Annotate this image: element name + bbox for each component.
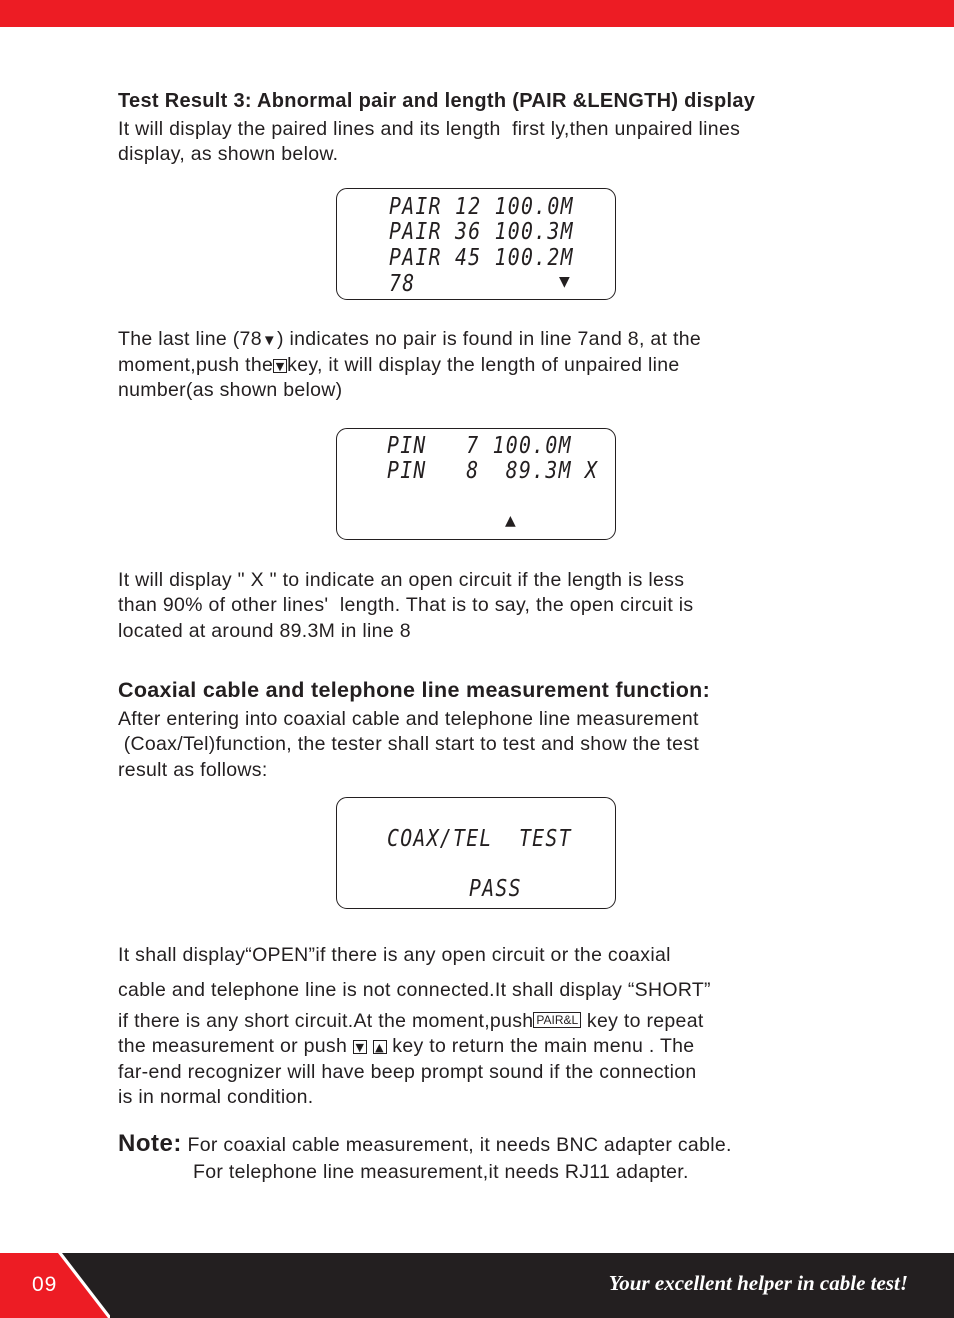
lcd-display-pair-length — [336, 188, 616, 300]
para3-line-2: than 90% of other lines' length. That is to say, the open circuit is — [118, 594, 694, 616]
top-accent-bar — [0, 0, 954, 27]
text-span: key to return the main menu . The — [386, 1035, 695, 1057]
para4-line-3 — [118, 1009, 704, 1035]
lcd-line: PAIR 36 100.3M — [389, 219, 574, 245]
note-line-1 — [118, 1131, 732, 1159]
para2-line-3: number(as shown below) — [118, 379, 343, 401]
coax-line-2: (Coax/Tel)function, the tester shall start to test and show the test — [118, 733, 700, 755]
lcd-line: PIN 7 100.0M — [387, 433, 572, 459]
para4-line-6: is in normal condition. — [118, 1086, 314, 1108]
down-arrow-icon: ▼ — [559, 274, 570, 290]
lcd-line: PIN 8 89.3M X — [387, 458, 599, 484]
lcd-line: PASS — [469, 876, 522, 902]
lcd-line: 78 — [389, 271, 416, 297]
para4-line-1: It shall display“OPEN”if there is any open circuit or the coaxial — [118, 944, 671, 966]
footer-bar — [0, 1253, 954, 1318]
text-span: ) indicates no pair is found in line 7and 8, at the — [277, 328, 701, 350]
text-span: the measurement or push — [118, 1035, 348, 1057]
text-span: key, it will display the length of unpaired line — [287, 354, 680, 376]
lcd-line: PAIR 12 100.0M — [389, 194, 574, 220]
down-key-icon: ▼ — [353, 1040, 367, 1054]
lcd-line: PAIR 45 100.2M — [389, 245, 574, 271]
text-span: if there is any short circuit.At the moment,push — [118, 1010, 534, 1032]
para3-line-3: located at around 89.3M in line 8 — [118, 620, 411, 642]
para2-line-1 — [118, 327, 701, 354]
note-line-2: For telephone line measurement,it needs RJ11 adapter. — [193, 1161, 689, 1183]
up-key-icon: ▲ — [373, 1040, 387, 1054]
section-heading-coaxial: Coaxial cable and telephone line measurement function: — [118, 678, 711, 702]
intro-line-1: It will display the paired lines and its length first ly,then unpaired lines — [118, 118, 741, 140]
text-span: key to repeat — [581, 1010, 704, 1032]
section-heading-test-result-3: Test Result 3: Abnormal pair and length (PAIR &LENGTH) display — [118, 90, 756, 112]
para3-line-1: It will display " X " to indicate an open circuit if the length is less — [118, 569, 685, 591]
para2-line-2 — [118, 353, 680, 379]
text-span: The last line (78 — [118, 328, 262, 350]
down-key-icon: ▼ — [273, 359, 287, 373]
up-arrow-icon: ▲ — [505, 513, 516, 529]
lcd-display-coax-tel — [336, 797, 616, 909]
page-number: 09 — [32, 1273, 58, 1296]
coax-line-3: result as follows: — [118, 759, 268, 781]
para4-line-5: far-end recognizer will have beep prompt sound if the connection — [118, 1061, 697, 1083]
text-span: moment,push the — [118, 354, 274, 376]
para4-line-4 — [118, 1034, 694, 1060]
down-arrow-icon: ▼ — [261, 332, 277, 349]
pair-length-key-label: PAIR&L — [533, 1012, 581, 1028]
text-span: For coaxial cable measurement, it needs BNC adapter cable. — [187, 1134, 732, 1156]
para4-line-2: cable and telephone line is not connected.It shall display “SHORT” — [118, 979, 711, 1001]
footer-tagline: Your excellent helper in cable test! — [608, 1271, 908, 1295]
note-label: Note: — [118, 1130, 182, 1157]
lcd-line: COAX/TEL TEST — [387, 826, 572, 852]
coax-line-1: After entering into coaxial cable and telephone line measurement — [118, 708, 699, 730]
lcd-display-pin-length — [336, 428, 616, 540]
intro-line-2: display, as shown below. — [118, 143, 339, 165]
